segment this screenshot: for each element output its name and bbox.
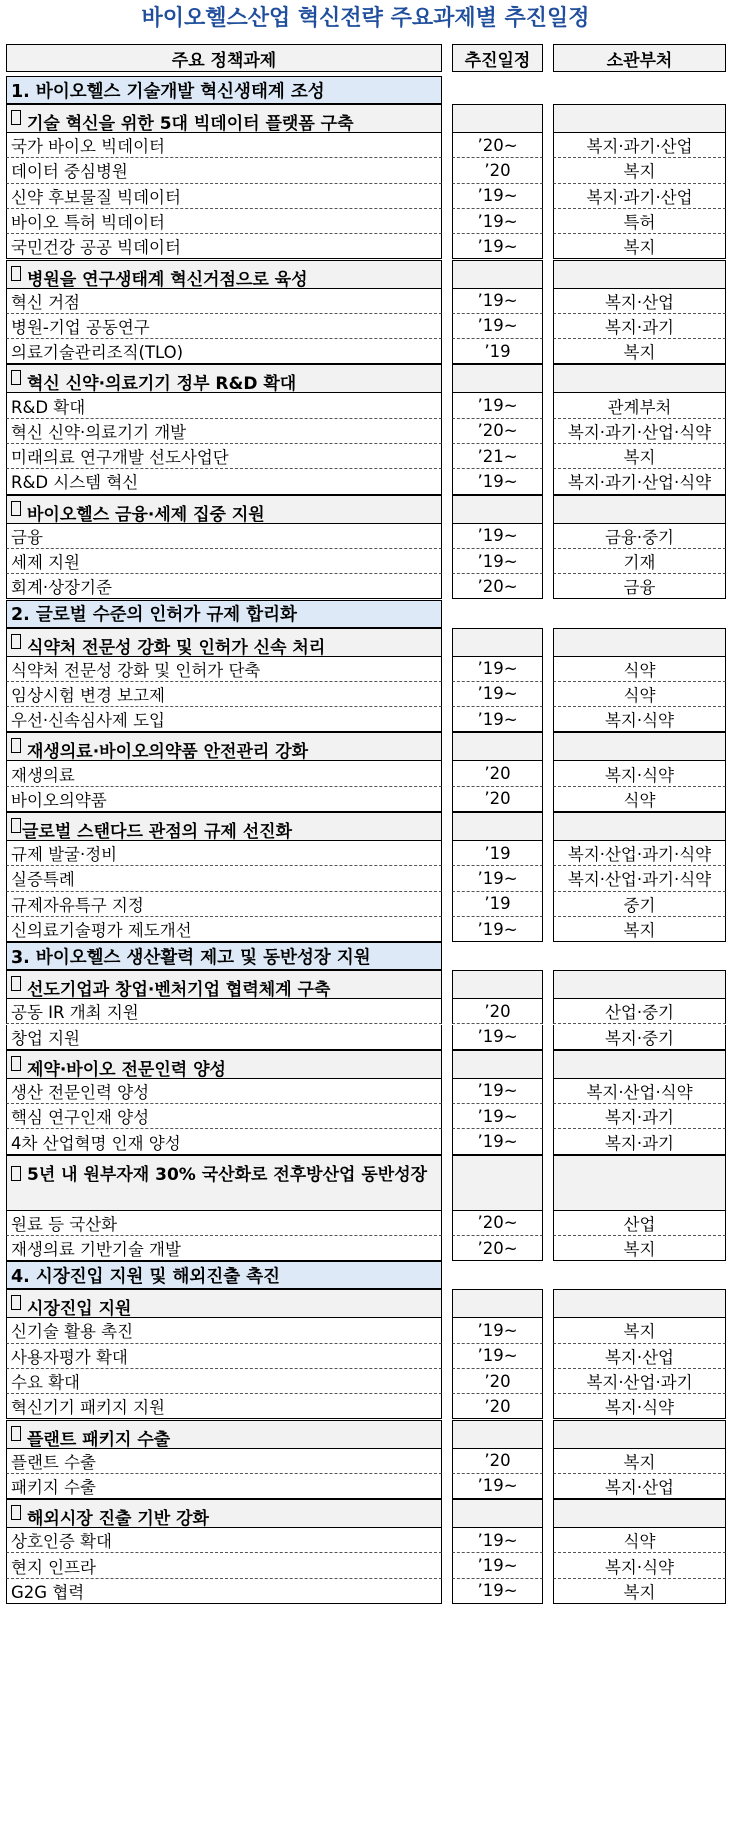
checkbox-square-icon <box>11 370 21 385</box>
task-name: 재생의료 기반기술 개발 <box>6 1236 442 1261</box>
checkbox-square-icon <box>11 634 21 649</box>
task-schedule: ’20~ <box>452 574 543 599</box>
task-name: 패키지 수출 <box>6 1474 442 1499</box>
subgroup-title-cell <box>6 1289 442 1318</box>
task-schedule: ’20 <box>452 999 543 1024</box>
task-row <box>6 524 726 549</box>
task-schedule: ’19~ <box>452 657 543 682</box>
subgroup-title-cell <box>6 732 442 761</box>
task-ministry: 복지·산업 <box>553 1344 726 1369</box>
task-name: 혁신 신약·의료기기 개발 <box>6 419 442 444</box>
task-ministry: 복지 <box>553 917 726 942</box>
subgroup-row <box>6 812 726 841</box>
subgroup-schedule-blank <box>452 812 543 841</box>
task-schedule: ’20~ <box>452 133 543 158</box>
task-row <box>6 1079 726 1104</box>
task-schedule: ’19~ <box>452 209 543 234</box>
task-name: R&D 확대 <box>6 393 442 418</box>
task-schedule: ’19~ <box>452 1528 543 1553</box>
task-name: 세제 지원 <box>6 549 442 574</box>
task-ministry: 특허 <box>553 209 726 234</box>
subgroup-title: 5년 내 원부자재 30% 국산화로 전후방산업 동반성장 <box>27 1164 428 1185</box>
task-name: 국민건강 공공 빅데이터 <box>6 234 442 259</box>
task-name: 금융 <box>6 524 442 549</box>
task-row <box>6 787 726 812</box>
task-row <box>6 1344 726 1369</box>
task-ministry: 복지·식약 <box>553 1553 726 1578</box>
task-row <box>6 1553 726 1578</box>
task-row <box>6 1104 726 1129</box>
checkbox-square-icon <box>11 1295 21 1310</box>
task-ministry: 복지·과기·산업 <box>553 184 726 209</box>
task-ministry: 복지·산업·과기·식약 <box>553 866 726 891</box>
subgroup-schedule-blank <box>452 495 543 524</box>
subgroup-ministry-blank <box>553 364 726 393</box>
subgroup-ministry-blank <box>553 1050 726 1079</box>
task-schedule: ’20 <box>452 1369 543 1394</box>
section-title: 4. 시장진입 지원 및 해외진출 촉진 <box>6 1261 442 1289</box>
header-task: 주요 정책과제 <box>6 44 442 72</box>
task-schedule: ’19~ <box>452 1318 543 1343</box>
subgroup-title-cell <box>6 260 442 289</box>
task-schedule: ’19~ <box>452 1025 543 1050</box>
task-name: 식약처 전문성 강화 및 인허가 단축 <box>6 657 442 682</box>
task-schedule: ’19~ <box>452 1344 543 1369</box>
subgroup-schedule-blank <box>452 260 543 289</box>
subgroup-row <box>6 1289 726 1318</box>
task-ministry: 복지·과기 <box>553 314 726 339</box>
task-schedule: ’19~ <box>452 1129 543 1154</box>
task-schedule: ’19~ <box>452 866 543 891</box>
task-name: 임상시험 변경 보고제 <box>6 682 442 707</box>
task-name: 신약 후보물질 빅데이터 <box>6 184 442 209</box>
section-row <box>6 76 726 104</box>
task-schedule: ’20 <box>452 761 543 786</box>
subgroup-title: 해외시장 진출 기반 강화 <box>27 1509 209 1529</box>
subgroup-ministry-blank <box>553 732 726 761</box>
task-name: 원료 등 국산화 <box>6 1211 442 1236</box>
task-row <box>6 1394 726 1419</box>
task-row <box>6 682 726 707</box>
subgroup-title: 바이오헬스 금융·세제 집중 지원 <box>27 504 265 524</box>
task-name: 사용자평가 확대 <box>6 1344 442 1369</box>
checkbox-square-icon <box>11 501 21 516</box>
task-schedule: ’19~ <box>452 917 543 942</box>
task-row <box>6 1236 726 1261</box>
task-ministry: 금융 <box>553 574 726 599</box>
task-row <box>6 393 726 418</box>
task-ministry: 식약 <box>553 1528 726 1553</box>
task-schedule: ’20~ <box>452 419 543 444</box>
task-schedule: ’19~ <box>452 314 543 339</box>
subgroup-schedule-blank <box>452 732 543 761</box>
task-name: 플랜트 수출 <box>6 1449 442 1474</box>
task-ministry: 기재 <box>553 549 726 574</box>
task-ministry: 복지·과기 <box>553 1129 726 1154</box>
task-row <box>6 209 726 234</box>
task-ministry: 복지·과기·산업·식약 <box>553 419 726 444</box>
task-schedule: ’19~ <box>452 524 543 549</box>
subgroup-title: 기술 혁신을 위한 5대 빅데이터 플랫폼 구축 <box>27 114 354 133</box>
task-name: 바이오 특허 빅데이터 <box>6 209 442 234</box>
task-ministry: 식약 <box>553 787 726 812</box>
subgroup-title-cell <box>6 812 442 841</box>
task-ministry: 복지·과기·산업 <box>553 133 726 158</box>
task-ministry: 산업·중기 <box>553 999 726 1024</box>
task-row <box>6 999 726 1024</box>
task-row <box>6 1369 726 1394</box>
subgroup-ministry-blank <box>553 1499 726 1528</box>
subgroup-title: 제약·바이오 전문인력 양성 <box>27 1059 226 1079</box>
task-schedule: ’19 <box>452 339 543 364</box>
subgroup-title-cell <box>6 628 442 657</box>
task-schedule: ’19~ <box>452 1553 543 1578</box>
task-schedule: ’19~ <box>452 469 543 494</box>
task-ministry: 복지 <box>553 1579 726 1604</box>
document-title: 바이오헬스산업 혁신전략 주요과제별 추진일정 <box>141 6 590 31</box>
section-title: 1. 바이오헬스 기술개발 혁신생태계 조성 <box>6 76 442 104</box>
task-name: 국가 바이오 빅데이터 <box>6 133 442 158</box>
checkbox-square-icon <box>11 1426 21 1441</box>
checkbox-square-icon <box>11 818 21 833</box>
task-row <box>6 1318 726 1343</box>
task-ministry: 복지 <box>553 1318 726 1343</box>
section-row <box>6 600 726 628</box>
table-header <box>6 44 726 72</box>
checkbox-square-icon <box>11 266 21 281</box>
subgroup-title-cell <box>6 1420 442 1449</box>
task-schedule: ’19~ <box>452 1579 543 1604</box>
task-schedule: ’20 <box>452 787 543 812</box>
task-name: 상호인증 확대 <box>6 1528 442 1553</box>
task-name: G2G 협력 <box>6 1579 442 1604</box>
task-schedule: ’19~ <box>452 1474 543 1499</box>
task-name: 창업 지원 <box>6 1025 442 1050</box>
subgroup-ministry-blank <box>553 104 726 133</box>
checkbox-square-icon <box>11 1166 21 1181</box>
task-row <box>6 707 726 732</box>
task-schedule: ’20 <box>452 158 543 183</box>
subgroup-schedule-blank <box>452 1289 543 1318</box>
header-schedule: 추진일정 <box>452 44 543 72</box>
section-title: 3. 바이오헬스 생산활력 제고 및 동반성장 지원 <box>6 942 442 970</box>
subgroup-ministry-blank <box>553 812 726 841</box>
task-row <box>6 1025 726 1050</box>
task-name: 규제자유특구 지정 <box>6 892 442 917</box>
subgroup-schedule-blank <box>452 364 543 393</box>
subgroup-row <box>6 1050 726 1079</box>
task-ministry: 복지 <box>553 158 726 183</box>
task-ministry: 중기 <box>553 892 726 917</box>
subgroup-row <box>6 260 726 289</box>
task-row <box>6 314 726 339</box>
task-row <box>6 657 726 682</box>
task-schedule: ’21~ <box>452 444 543 469</box>
subgroup-row <box>6 628 726 657</box>
subgroup-schedule-blank <box>452 628 543 657</box>
subgroup-title: 병원을 연구생태계 혁신거점으로 육성 <box>27 269 308 289</box>
subgroup-row <box>6 364 726 393</box>
task-ministry: 복지·과기 <box>553 1104 726 1129</box>
task-name: 혁신 거점 <box>6 289 442 314</box>
subgroup-schedule-blank <box>452 1155 543 1211</box>
task-name: 현지 인프라 <box>6 1553 442 1578</box>
task-name: 데이터 중심병원 <box>6 158 442 183</box>
task-row <box>6 1211 726 1236</box>
checkbox-square-icon <box>11 976 21 991</box>
subgroup-title: 시장진입 지원 <box>27 1299 132 1319</box>
subgroup-title: 재생의료·바이오의약품 안전관리 강화 <box>27 742 309 762</box>
task-row <box>6 549 726 574</box>
task-ministry: 복지 <box>553 444 726 469</box>
task-schedule: ’19~ <box>452 682 543 707</box>
task-row <box>6 1474 726 1499</box>
subgroup-title-cell <box>6 495 442 524</box>
subgroup-title-cell <box>6 1050 442 1079</box>
checkbox-square-icon <box>11 110 21 125</box>
task-name: 바이오의약품 <box>6 787 442 812</box>
subgroup-row <box>6 1420 726 1449</box>
task-name: 의료기술관리조직(TLO) <box>6 339 442 364</box>
task-name: 규제 발굴·정비 <box>6 841 442 866</box>
task-ministry: 복지·식약 <box>553 1394 726 1419</box>
task-schedule: ’20~ <box>452 1236 543 1261</box>
task-schedule: ’19~ <box>452 1079 543 1104</box>
subgroup-row <box>6 970 726 999</box>
task-row <box>6 761 726 786</box>
task-schedule: ’20~ <box>452 1211 543 1236</box>
task-schedule: ’20 <box>452 1449 543 1474</box>
checkbox-square-icon <box>11 1505 21 1520</box>
task-name: 4차 산업혁명 인재 양성 <box>6 1129 442 1154</box>
task-schedule: ’20 <box>452 1394 543 1419</box>
subgroup-title: 글로벌 스탠다드 관점의 규제 선진화 <box>22 822 293 841</box>
task-name: 실증특례 <box>6 866 442 891</box>
subgroup-title-cell <box>6 970 442 999</box>
task-ministry: 복지·중기 <box>553 1025 726 1050</box>
task-row <box>6 158 726 183</box>
task-row <box>6 1579 726 1604</box>
task-schedule: ’19~ <box>452 184 543 209</box>
task-name: R&D 시스템 혁신 <box>6 469 442 494</box>
task-name: 생산 전문인력 양성 <box>6 1079 442 1104</box>
task-name: 혁신기기 패키지 지원 <box>6 1394 442 1419</box>
task-ministry: 복지·산업·식약 <box>553 1079 726 1104</box>
task-row <box>6 892 726 917</box>
task-row <box>6 917 726 942</box>
task-row <box>6 1449 726 1474</box>
task-row <box>6 866 726 891</box>
task-ministry: 복지 <box>553 339 726 364</box>
task-row <box>6 234 726 259</box>
task-ministry: 복지·산업·과기·식약 <box>553 841 726 866</box>
task-name: 미래의료 연구개발 선도사업단 <box>6 444 442 469</box>
task-ministry: 복지 <box>553 234 726 259</box>
task-ministry: 복지 <box>553 1449 726 1474</box>
subgroup-ministry-blank <box>553 970 726 999</box>
subgroup-schedule-blank <box>452 970 543 999</box>
subgroup-title-cell <box>6 104 442 133</box>
task-schedule: ’19~ <box>452 707 543 732</box>
task-row <box>6 1528 726 1553</box>
section-title: 2. 글로벌 수준의 인허가 규제 합리화 <box>6 600 442 628</box>
header-ministry: 소관부처 <box>553 44 726 72</box>
task-schedule: ’19~ <box>452 393 543 418</box>
task-ministry: 복지 <box>553 1236 726 1261</box>
subgroup-row <box>6 1499 726 1528</box>
checkbox-square-icon <box>11 738 21 753</box>
task-schedule: ’19~ <box>452 234 543 259</box>
subgroup-title: 식약처 전문성 강화 및 인허가 신속 처리 <box>27 637 326 657</box>
task-ministry: 식약 <box>553 657 726 682</box>
subgroup-row <box>6 495 726 524</box>
task-ministry: 복지·식약 <box>553 707 726 732</box>
task-row <box>6 339 726 364</box>
task-name: 신기술 활용 촉진 <box>6 1318 442 1343</box>
subgroup-ministry-blank <box>553 628 726 657</box>
task-ministry: 금융·중기 <box>553 524 726 549</box>
subgroup-schedule-blank <box>452 104 543 133</box>
subgroup-title: 선도기업과 창업·벤처기업 협력체계 구축 <box>27 980 331 1000</box>
task-name: 병원-기업 공동연구 <box>6 314 442 339</box>
subgroup-ministry-blank <box>553 1289 726 1318</box>
subgroup-schedule-blank <box>452 1050 543 1079</box>
task-ministry: 복지·식약 <box>553 761 726 786</box>
task-name: 우선·신속심사제 도입 <box>6 707 442 732</box>
task-name: 핵심 연구인재 양성 <box>6 1104 442 1129</box>
subgroup-schedule-blank <box>452 1420 543 1449</box>
task-row <box>6 419 726 444</box>
subgroup-title-cell <box>6 1155 442 1211</box>
task-ministry: 복지·산업·과기 <box>553 1369 726 1394</box>
subgroup-title: 플랜트 패키지 수출 <box>27 1429 171 1449</box>
task-ministry: 복지·산업 <box>553 289 726 314</box>
task-row <box>6 289 726 314</box>
task-row <box>6 841 726 866</box>
task-ministry: 복지·과기·산업·식약 <box>553 469 726 494</box>
task-ministry: 관계부처 <box>553 393 726 418</box>
task-name: 회계·상장기준 <box>6 574 442 599</box>
task-name: 신의료기술평가 제도개선 <box>6 917 442 942</box>
task-schedule: ’19~ <box>452 289 543 314</box>
subgroup-ministry-blank <box>553 1420 726 1449</box>
task-schedule: ’19~ <box>452 549 543 574</box>
section-row <box>6 942 726 970</box>
task-ministry: 산업 <box>553 1211 726 1236</box>
task-row <box>6 469 726 494</box>
subgroup-ministry-blank <box>553 1155 726 1211</box>
task-row <box>6 184 726 209</box>
subgroup-row <box>6 1155 726 1211</box>
task-ministry: 식약 <box>553 682 726 707</box>
task-name: 재생의료 <box>6 761 442 786</box>
task-schedule: ’19 <box>452 892 543 917</box>
subgroup-ministry-blank <box>553 260 726 289</box>
task-name: 수요 확대 <box>6 1369 442 1394</box>
task-ministry: 복지·산업 <box>553 1474 726 1499</box>
task-row <box>6 1129 726 1154</box>
subgroup-title-cell <box>6 364 442 393</box>
task-row <box>6 444 726 469</box>
subgroup-row <box>6 732 726 761</box>
task-row <box>6 574 726 599</box>
task-name: 공동 IR 개최 지원 <box>6 999 442 1024</box>
subgroup-title-cell <box>6 1499 442 1528</box>
task-row <box>6 133 726 158</box>
checkbox-square-icon <box>11 1056 21 1071</box>
section-row <box>6 1261 726 1289</box>
task-schedule: ’19~ <box>452 1104 543 1129</box>
task-schedule: ’19 <box>452 841 543 866</box>
subgroup-schedule-blank <box>452 1499 543 1528</box>
subgroup-row <box>6 104 726 133</box>
subgroup-ministry-blank <box>553 495 726 524</box>
subgroup-title: 혁신 신약·의료기기 정부 R&D 확대 <box>27 374 297 394</box>
